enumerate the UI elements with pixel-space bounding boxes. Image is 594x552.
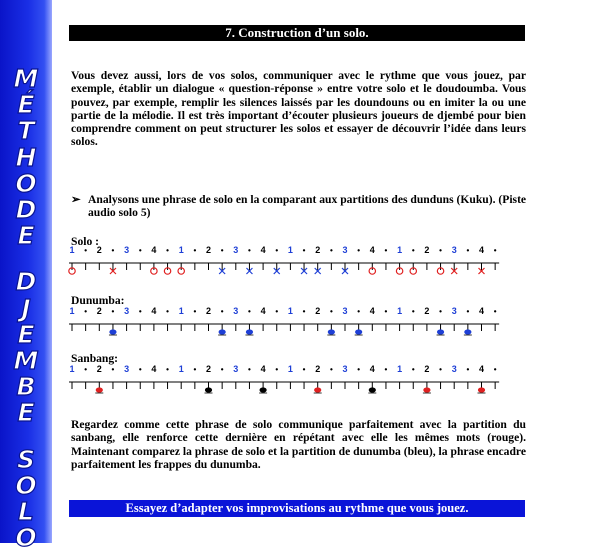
count-token: • bbox=[384, 307, 388, 316]
count-token: • bbox=[193, 246, 197, 255]
count-token: 3 bbox=[342, 364, 348, 374]
count-token: • bbox=[357, 307, 361, 316]
count-token: 1 bbox=[178, 306, 184, 316]
count-token: 3 bbox=[342, 306, 348, 316]
count-token: • bbox=[466, 365, 470, 374]
count-token: 3 bbox=[124, 245, 130, 255]
count-token: 1 bbox=[287, 306, 293, 316]
count-token: • bbox=[329, 365, 333, 374]
count-token: 3 bbox=[124, 306, 130, 316]
bullet-text: Analysons une phrase de solo en la comparant aux partitions des dunduns (Kuku). (Piste audio solo 5) bbox=[88, 193, 527, 220]
count-token: • bbox=[193, 307, 197, 316]
sidebar-letter: É bbox=[17, 90, 35, 120]
count-token: • bbox=[275, 365, 279, 374]
count-token: 4 bbox=[260, 245, 266, 255]
count-token: 1 bbox=[287, 364, 293, 374]
footer-banner: Essayez d’adapter vos improvisations au rythme que vous jouez. bbox=[69, 500, 525, 517]
section-title: 7. Construction d’un solo. bbox=[69, 25, 525, 41]
sidebar-letter: S bbox=[16, 444, 35, 474]
count-token: 4 bbox=[151, 245, 157, 255]
staff-label-solo: Solo : bbox=[71, 235, 100, 248]
count-token: 4 bbox=[478, 364, 485, 374]
drum-stroke bbox=[96, 387, 103, 392]
count-token: • bbox=[275, 307, 279, 316]
sidebar-letter: E bbox=[17, 319, 35, 349]
count-token: • bbox=[138, 307, 142, 316]
count-token: 3 bbox=[124, 364, 130, 374]
count-token: 4 bbox=[260, 364, 266, 374]
count-token: 2 bbox=[424, 245, 430, 255]
sidebar-letter: L bbox=[18, 497, 34, 527]
count-token: • bbox=[493, 365, 497, 374]
count-token: 3 bbox=[451, 364, 457, 374]
count-token: • bbox=[248, 307, 251, 316]
count-token: 3 bbox=[233, 306, 239, 316]
count-token: • bbox=[248, 365, 251, 374]
count-token: 2 bbox=[96, 364, 102, 374]
drum-stroke bbox=[205, 387, 212, 392]
count-token: 2 bbox=[96, 245, 102, 255]
count-token: 4 bbox=[369, 245, 375, 255]
count-token: 3 bbox=[342, 245, 348, 255]
arrow-bullet-icon: ➢ bbox=[71, 193, 81, 206]
count-token: 4 bbox=[369, 364, 375, 374]
count-token: • bbox=[193, 365, 197, 374]
count-token: • bbox=[439, 246, 442, 255]
count-token: • bbox=[84, 365, 88, 374]
sidebar-letter: O bbox=[15, 523, 37, 552]
count-token: • bbox=[84, 307, 88, 316]
sidebar-letter: O bbox=[15, 470, 37, 500]
count-token: 2 bbox=[205, 306, 212, 316]
count-token: 4 bbox=[478, 245, 485, 255]
drum-stroke bbox=[328, 329, 335, 334]
count-token: 3 bbox=[233, 245, 239, 255]
analysis-paragraph: Regardez comme cette phrase de solo communique parfaitement avec la partition du sanbang, elle renforce cette dernière en répétant avec elle les mêmes mots (rouge). Maintenant comparez la phrase de solo et la partition de dunumba (bleu), la phrase encadre parfaitement les frappes du dunumba. bbox=[71, 418, 526, 471]
drum-stroke bbox=[437, 329, 444, 334]
count-token: 2 bbox=[315, 245, 321, 255]
count-token: • bbox=[84, 246, 88, 255]
sidebar-letter: D bbox=[15, 195, 37, 225]
count-token: 4 bbox=[369, 306, 375, 316]
count-token: • bbox=[166, 307, 169, 316]
count-token: • bbox=[302, 246, 306, 255]
count-token: 1 bbox=[178, 245, 184, 255]
count-token: • bbox=[493, 246, 497, 255]
count-token: 2 bbox=[424, 306, 430, 316]
count-token: 1 bbox=[397, 245, 403, 255]
count-token: • bbox=[220, 365, 224, 374]
count-token: 4 bbox=[478, 306, 485, 316]
count-token: • bbox=[466, 307, 470, 316]
count-token: 2 bbox=[205, 364, 212, 374]
count-token: • bbox=[329, 307, 333, 316]
sidebar-letter: T bbox=[17, 116, 35, 146]
count-token: • bbox=[248, 246, 251, 255]
sidebar-letter: M bbox=[13, 64, 39, 93]
drum-stroke bbox=[219, 329, 226, 334]
count-token: • bbox=[439, 307, 442, 316]
sidebar-letter: E bbox=[17, 398, 35, 428]
count-token: • bbox=[166, 365, 169, 374]
drum-stroke bbox=[314, 387, 321, 392]
count-token: 2 bbox=[315, 306, 321, 316]
count-token: • bbox=[111, 246, 115, 255]
count-token: • bbox=[302, 307, 306, 316]
sidebar-letter: E bbox=[17, 221, 35, 251]
count-token: • bbox=[275, 246, 279, 255]
count-token: • bbox=[466, 246, 470, 255]
count-token: 3 bbox=[233, 364, 239, 374]
count-token: 1 bbox=[178, 364, 184, 374]
count-token: • bbox=[166, 246, 169, 255]
count-token: 2 bbox=[424, 364, 430, 374]
count-token: • bbox=[111, 365, 115, 374]
drum-stroke bbox=[464, 329, 471, 334]
count-token: 3 bbox=[451, 245, 457, 255]
drum-stroke bbox=[109, 329, 116, 334]
count-token: • bbox=[138, 246, 142, 255]
count-token: 1 bbox=[287, 245, 293, 255]
count-token: • bbox=[411, 307, 415, 316]
staff-label-sanbang: Sanbang: bbox=[71, 352, 119, 365]
count-token: 2 bbox=[315, 364, 321, 374]
count-token: 3 bbox=[451, 306, 457, 316]
count-token: 1 bbox=[397, 364, 403, 374]
sidebar-letter: O bbox=[15, 168, 37, 198]
count-token: 2 bbox=[96, 306, 102, 316]
count-token: • bbox=[357, 246, 361, 255]
drum-stroke bbox=[355, 329, 362, 334]
count-token: • bbox=[384, 246, 388, 255]
count-token: • bbox=[138, 365, 142, 374]
count-token: 1 bbox=[69, 364, 75, 374]
drum-stroke bbox=[260, 387, 267, 392]
staff-label-dunumba: Dunumba: bbox=[71, 294, 125, 307]
count-token: • bbox=[302, 365, 306, 374]
drum-stroke bbox=[423, 387, 430, 392]
count-token: • bbox=[493, 307, 497, 316]
count-token: 4 bbox=[151, 306, 157, 316]
count-token: • bbox=[411, 365, 415, 374]
drum-stroke bbox=[246, 329, 253, 334]
count-token: 4 bbox=[151, 364, 157, 374]
sidebar-letter: D bbox=[15, 267, 37, 297]
count-token: 1 bbox=[397, 306, 403, 316]
drum-stroke bbox=[369, 387, 376, 392]
count-token: • bbox=[357, 365, 361, 374]
count-token: • bbox=[111, 307, 115, 316]
sidebar-letter: J bbox=[21, 293, 31, 323]
count-token: 2 bbox=[205, 245, 212, 255]
drum-stroke bbox=[478, 387, 485, 392]
sidebar-letter: M bbox=[13, 346, 39, 376]
intro-paragraph: Vous devez aussi, lors de vos solos, communiquer avec le rythme que vous jouez, par exemple, établir un dialogue « question-réponse » entre votre solo et le doudoumba. Vous pouvez, par exemple, remplir les silences laissés par les doundouns ou en imiter la ou une partie de la mélodie. Il est très important d’écouter plusieurs joueurs de djembé pour bien comprendre comment on peut structurer les solos et essayer de découvrir l’idée dans leurs solos. bbox=[71, 69, 526, 149]
count-token: • bbox=[220, 307, 224, 316]
count-token: • bbox=[220, 246, 224, 255]
count-token: 4 bbox=[260, 306, 266, 316]
sidebar-letter: H bbox=[15, 142, 37, 172]
count-token: • bbox=[411, 246, 415, 255]
count-token: • bbox=[439, 365, 442, 374]
count-token: • bbox=[329, 246, 333, 255]
count-token: 1 bbox=[69, 306, 75, 316]
count-token: • bbox=[384, 365, 388, 374]
sidebar-letter: B bbox=[16, 372, 36, 402]
count-token: 1 bbox=[69, 245, 75, 255]
